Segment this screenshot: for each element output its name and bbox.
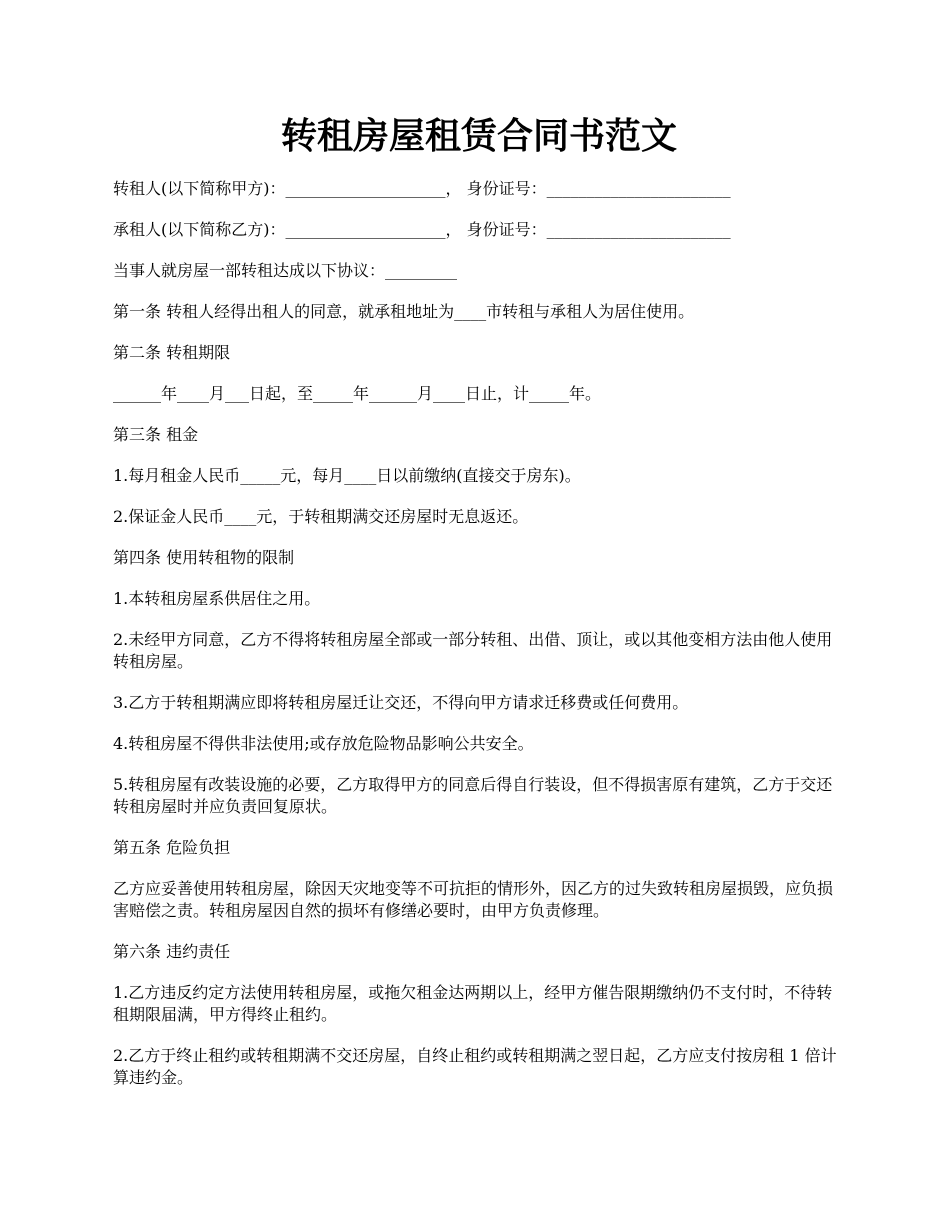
party-b-line: 承租人(以下简称乙方)：____________________， 身份证号：_______________________ — [113, 220, 731, 239]
article-3-heading: 第三条 租金 — [113, 425, 199, 444]
article-6-item-1: 1.乙方违反约定方法使用转租房屋，或拖欠租金达两期以上，经甲方催告限期缴纳仍不支付时，不待转租期限届满，甲方得终止租约。 — [113, 983, 833, 1024]
article-2-term: ______年____月___日起，至_____年______月____日止，计_____年。 — [113, 384, 602, 403]
article-3-item-2: 2.保证金人民币____元，于转租期满交还房屋时无息返还。 — [113, 507, 529, 526]
article-1: 第一条 转租人经得出租人的同意，就承租地址为____市转租与承租人为居住使用。 — [113, 302, 695, 321]
article-4-heading: 第四条 使用转租物的限制 — [113, 548, 295, 567]
document-title: 转租房屋租赁合同书范文 — [280, 115, 677, 157]
article-3-item-1: 1.每月租金人民币_____元，每月____日以前缴纳(直接交于房东)。 — [113, 466, 581, 485]
agreement-intro: 当事人就房屋一部转租达成以下协议：_________ — [113, 261, 458, 280]
article-5-text: 乙方应妥善使用转租房屋，除因天灾地变等不可抗拒的情形外，因乙方的过失致转租房屋损毁，应负损害赔偿之责。转租房屋因自然的损坏有修缮必要时，由甲方负责修理。 — [113, 879, 834, 920]
article-6-item-2: 2.乙方于终止租约或转租期满不交还房屋，自终止租约或转租期满之翌日起，乙方应支付按房租 1 倍计算违约金。 — [113, 1046, 837, 1087]
article-2-heading: 第二条 转租期限 — [113, 343, 231, 362]
party-a-line: 转租人(以下简称甲方)：____________________， 身份证号：_______________________ — [113, 179, 731, 198]
article-6-heading: 第六条 违约责任 — [113, 942, 231, 961]
article-4-item-1: 1.本转租房屋系供居住之用。 — [113, 589, 321, 608]
article-4-item-2: 2.未经甲方同意，乙方不得将转租房屋全部或一部分转租、出借、顶让，或以其他变相方法由他人使用转租房屋。 — [113, 630, 833, 671]
article-4-item-5: 5.转租房屋有改装设施的必要，乙方取得甲方的同意后得自行装设，但不得损害原有建筑，乙方于交还转租房屋时并应负责回复原状。 — [113, 775, 833, 816]
document-body — [113, 178, 845, 1108]
article-4-item-3: 3.乙方于转租期满应即将转租房屋迁让交还，不得向甲方请求迁移费或任何费用。 — [113, 693, 689, 712]
article-4-item-4: 4.转租房屋不得供非法使用;或存放危险物品影响公共安全。 — [113, 734, 534, 753]
article-5-heading: 第五条 危险负担 — [113, 838, 231, 857]
